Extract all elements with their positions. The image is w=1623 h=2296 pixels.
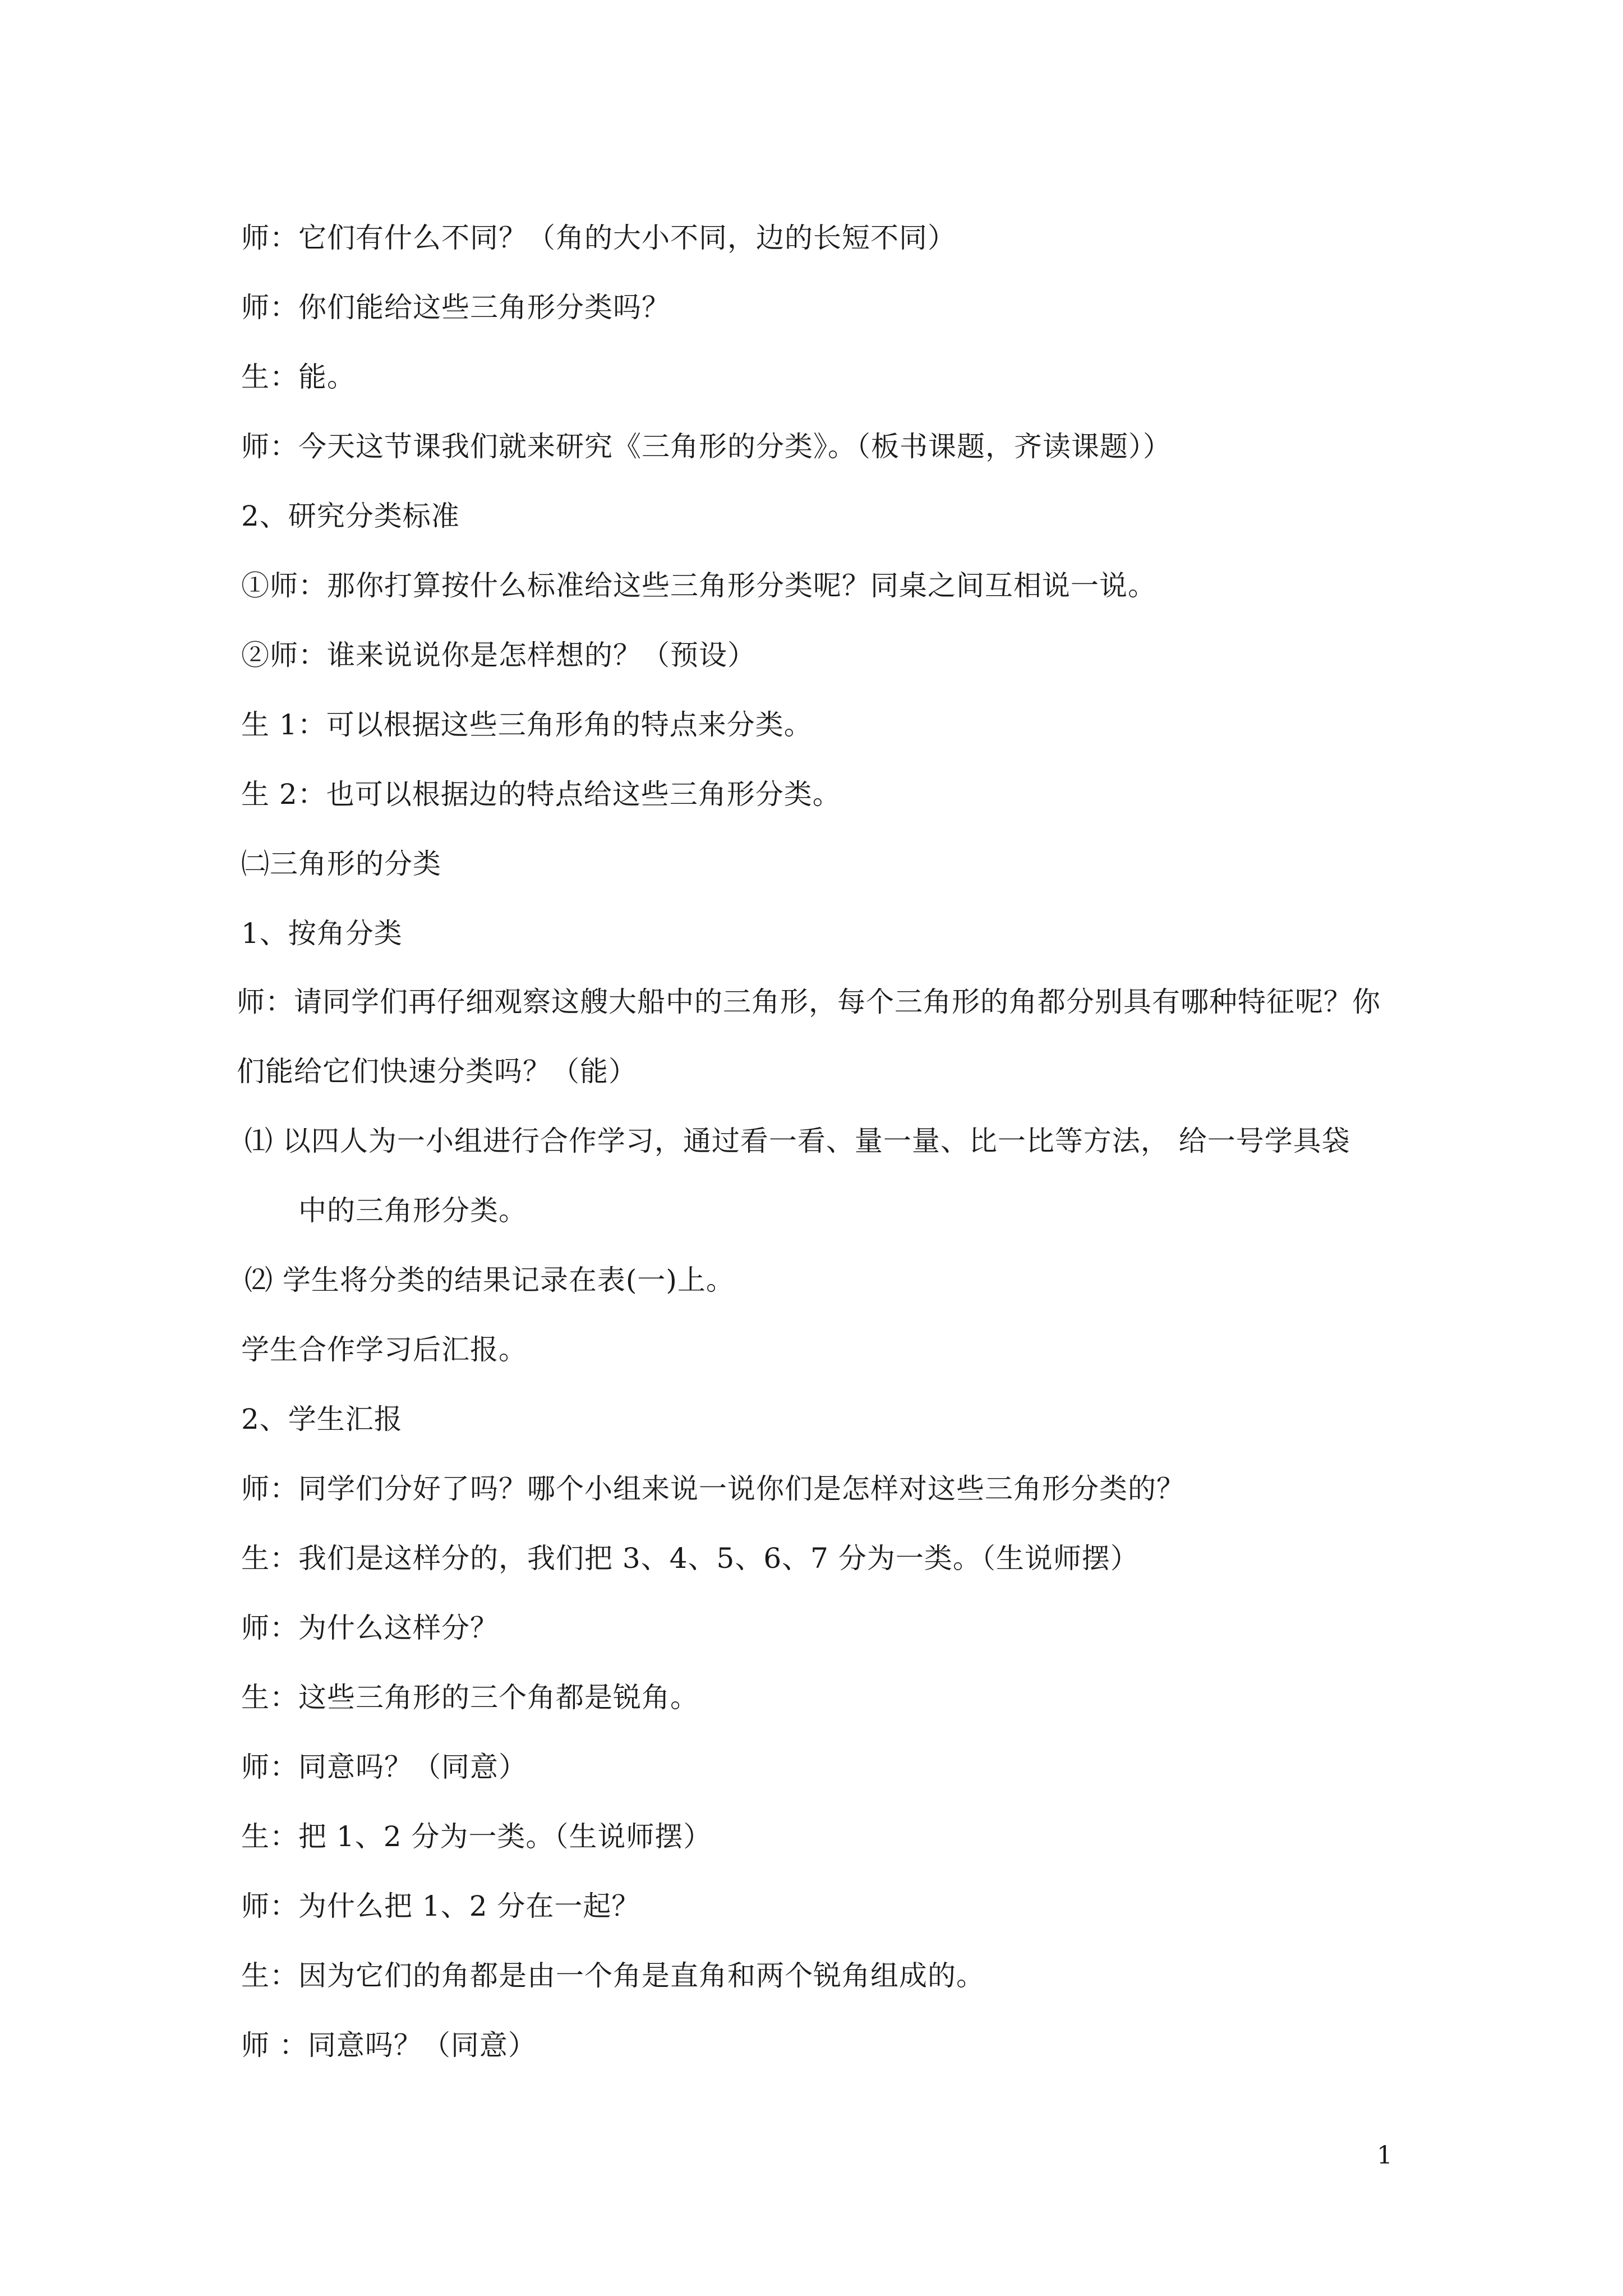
page-number: 1 (1377, 2141, 1393, 2170)
text-line: 师：请同学们再仔细观察这艘大船中的三角形，每个三角形的角都分别具有哪种特征呢？你 (237, 986, 1381, 1018)
text-line: ①师：那你打算按什么标准给这些三角形分类呢？同桌之间互相说一说。 (241, 569, 1156, 602)
list-item: ⑴ 以四人为一小组进行合作学习，通过看一看、量一量、比一比等方法， 给一号学具袋 (245, 1125, 1350, 1157)
text-line: 生：把 1、2 分为一类。（生说师摆） (241, 1820, 712, 1853)
list-item: ⑵ 学生将分类的结果记录在表(一)上。 (245, 1264, 735, 1296)
text-line: 师：它们有什么不同？（角的大小不同，边的长短不同） (241, 222, 956, 254)
section-heading: 2、学生汇报 (241, 1403, 403, 1435)
text-line: 学生合作学习后汇报。 (241, 1333, 527, 1366)
text-line: 生 1：可以根据这些三角形角的特点来分类。 (241, 708, 813, 741)
text-line: 师：今天这节课我们就来研究《三角形的分类》。（板书课题，齐读课题）） (241, 430, 1172, 463)
text-line: 生：这些三角形的三个角都是锐角。 (241, 1681, 699, 1714)
text-line: 生 2：也可以根据边的特点给这些三角形分类。 (241, 778, 841, 811)
text-line: 师 ：同意吗？（同意） (241, 2029, 537, 2062)
text-line: 师：为什么这样分？ (241, 1612, 499, 1644)
text-line: 师：你们能给这些三角形分类吗？ (241, 291, 670, 324)
text-line: 生：我们是这样分的，我们把 3、4、5、6、7 分为一类。（生说师摆） (241, 1542, 1139, 1575)
text-line: 师：为什么把 1、2 分在一起？ (241, 1890, 640, 1922)
text-line: 们能给它们快速分类吗？（能） (237, 1055, 637, 1088)
text-line: 师：同意吗？（同意） (241, 1751, 527, 1783)
text-line: 生：因为它们的角都是由一个角是直角和两个锐角组成的。 (241, 1959, 985, 1992)
section-heading: 1、按角分类 (241, 917, 403, 950)
list-item-continuation: 中的三角形分类。 (298, 1194, 527, 1227)
text-line: 师：同学们分好了吗？哪个小组来说一说你们是怎样对这些三角形分类的？ (241, 1473, 1185, 1505)
section-heading: 2、研究分类标准 (241, 500, 460, 532)
section-heading: ㈡三角形的分类 (241, 848, 441, 880)
text-line: 生：能。 (241, 361, 356, 393)
text-line: ②师：谁来说说你是怎样想的？（预设） (241, 639, 756, 671)
